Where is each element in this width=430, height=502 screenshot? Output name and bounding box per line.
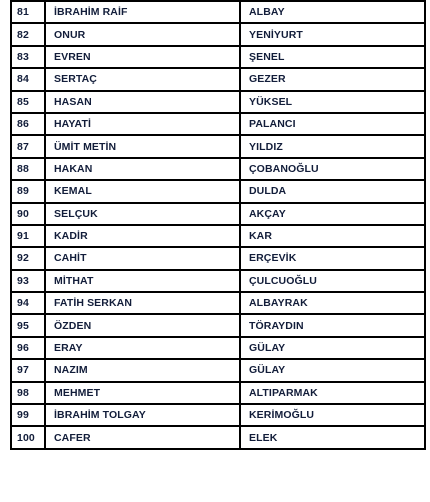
row-number: 96 bbox=[11, 337, 45, 359]
last-name-cell: GEZER bbox=[240, 68, 425, 90]
table-row bbox=[11, 91, 425, 113]
last-name-cell: KAR bbox=[240, 225, 425, 247]
last-name-cell: ALTIPARMAK bbox=[240, 382, 425, 404]
first-name-cell: İBRAHİM TOLGAY bbox=[45, 404, 240, 426]
first-name-cell: ÖZDEN bbox=[45, 314, 240, 336]
table-row bbox=[11, 404, 425, 426]
row-number: 82 bbox=[11, 23, 45, 45]
first-name-cell: SERTAÇ bbox=[45, 68, 240, 90]
row-number: 94 bbox=[11, 292, 45, 314]
first-name-cell: MİTHAT bbox=[45, 270, 240, 292]
row-number: 97 bbox=[11, 359, 45, 381]
first-name-cell: KADİR bbox=[45, 225, 240, 247]
table-row bbox=[11, 337, 425, 359]
first-name-cell: CAHİT bbox=[45, 247, 240, 269]
row-number: 89 bbox=[11, 180, 45, 202]
first-name-cell: MEHMET bbox=[45, 382, 240, 404]
row-number: 95 bbox=[11, 314, 45, 336]
table-row bbox=[11, 247, 425, 269]
first-name-cell: ERAY bbox=[45, 337, 240, 359]
table-row bbox=[11, 203, 425, 225]
first-name-cell: EVREN bbox=[45, 46, 240, 68]
row-number: 81 bbox=[11, 1, 45, 23]
row-number: 85 bbox=[11, 91, 45, 113]
last-name-cell: TÖRAYDIN bbox=[240, 314, 425, 336]
last-name-cell: ALBAY bbox=[240, 1, 425, 23]
name-list-table bbox=[10, 0, 426, 450]
last-name-cell: YILDIZ bbox=[240, 135, 425, 157]
last-name-cell: YÜKSEL bbox=[240, 91, 425, 113]
row-number: 83 bbox=[11, 46, 45, 68]
table-row bbox=[11, 292, 425, 314]
row-number: 99 bbox=[11, 404, 45, 426]
first-name-cell: ONUR bbox=[45, 23, 240, 45]
last-name-cell: ALBAYRAK bbox=[240, 292, 425, 314]
first-name-cell: ÜMİT METİN bbox=[45, 135, 240, 157]
name-list-body bbox=[11, 1, 425, 449]
name-list-sheet bbox=[10, 0, 426, 450]
table-row bbox=[11, 113, 425, 135]
first-name-cell: SELÇUK bbox=[45, 203, 240, 225]
table-row bbox=[11, 382, 425, 404]
table-row bbox=[11, 359, 425, 381]
row-number: 88 bbox=[11, 158, 45, 180]
row-number: 91 bbox=[11, 225, 45, 247]
first-name-cell: İBRAHİM RAİF bbox=[45, 1, 240, 23]
last-name-cell: ÇOBANOĞLU bbox=[240, 158, 425, 180]
last-name-cell: ŞENEL bbox=[240, 46, 425, 68]
first-name-cell: CAFER bbox=[45, 426, 240, 448]
last-name-cell: GÜLAY bbox=[240, 337, 425, 359]
table-row bbox=[11, 314, 425, 336]
first-name-cell: HAYATİ bbox=[45, 113, 240, 135]
table-row bbox=[11, 225, 425, 247]
table-row bbox=[11, 46, 425, 68]
first-name-cell: NAZIM bbox=[45, 359, 240, 381]
table-row bbox=[11, 135, 425, 157]
row-number: 84 bbox=[11, 68, 45, 90]
table-row bbox=[11, 23, 425, 45]
row-number: 87 bbox=[11, 135, 45, 157]
last-name-cell: KERİMOĞLU bbox=[240, 404, 425, 426]
row-number: 93 bbox=[11, 270, 45, 292]
table-row bbox=[11, 1, 425, 23]
last-name-cell: PALANCI bbox=[240, 113, 425, 135]
last-name-cell: ELEK bbox=[240, 426, 425, 448]
table-row bbox=[11, 270, 425, 292]
last-name-cell: GÜLAY bbox=[240, 359, 425, 381]
table-row bbox=[11, 426, 425, 448]
last-name-cell: YENİYURT bbox=[240, 23, 425, 45]
first-name-cell: FATİH SERKAN bbox=[45, 292, 240, 314]
first-name-cell: HASAN bbox=[45, 91, 240, 113]
row-number: 86 bbox=[11, 113, 45, 135]
first-name-cell: HAKAN bbox=[45, 158, 240, 180]
table-row bbox=[11, 158, 425, 180]
first-name-cell: KEMAL bbox=[45, 180, 240, 202]
table-row bbox=[11, 180, 425, 202]
last-name-cell: DULDA bbox=[240, 180, 425, 202]
row-number: 98 bbox=[11, 382, 45, 404]
row-number: 100 bbox=[11, 426, 45, 448]
row-number: 90 bbox=[11, 203, 45, 225]
last-name-cell: AKÇAY bbox=[240, 203, 425, 225]
row-number: 92 bbox=[11, 247, 45, 269]
last-name-cell: ERÇEVİK bbox=[240, 247, 425, 269]
table-row bbox=[11, 68, 425, 90]
last-name-cell: ÇULCUOĞLU bbox=[240, 270, 425, 292]
